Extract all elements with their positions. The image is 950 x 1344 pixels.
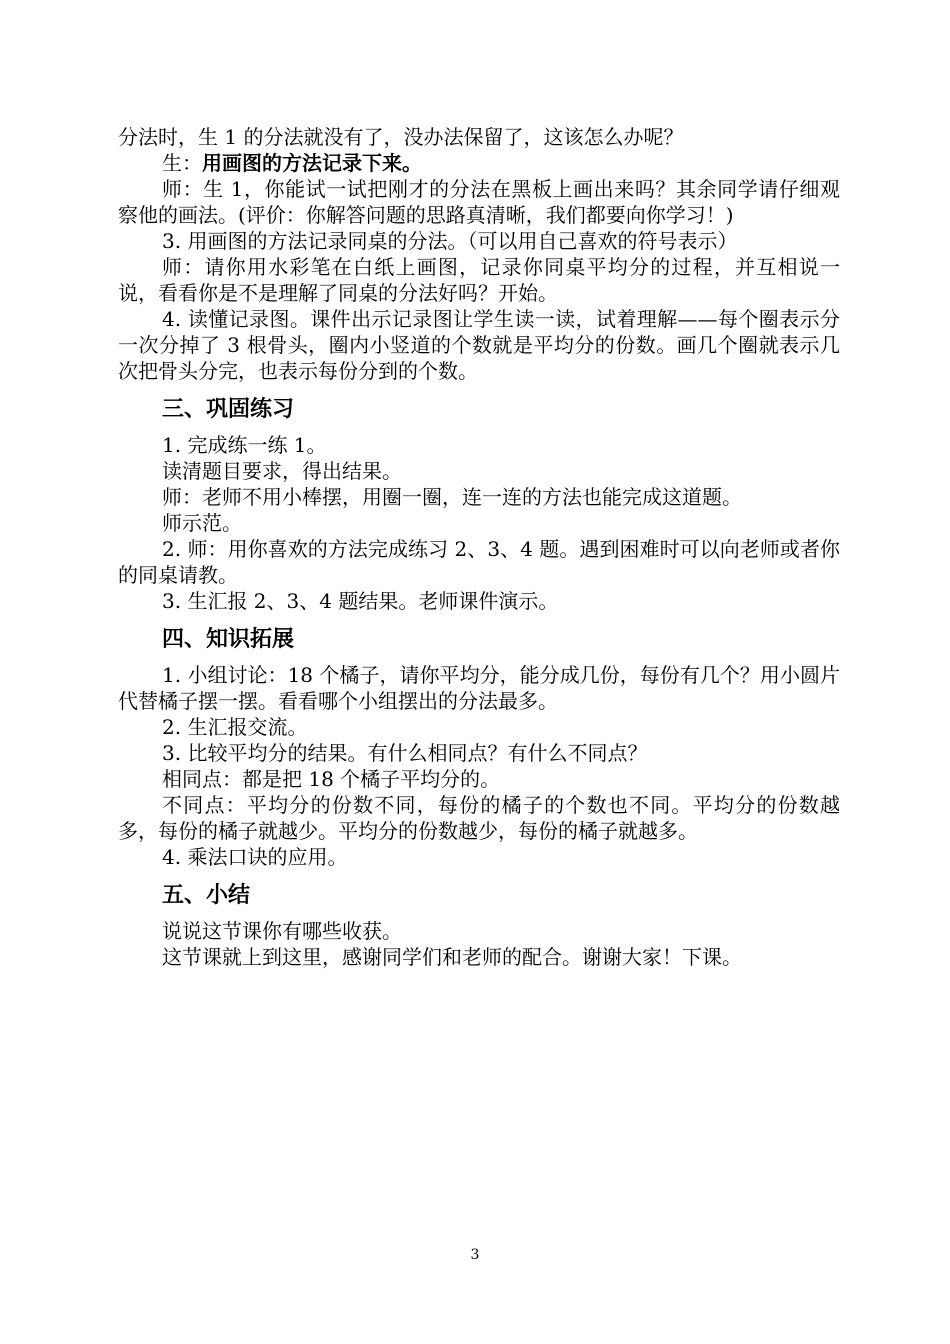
paragraph: 说说这节课你有哪些收获。 bbox=[162, 919, 402, 943]
paragraph: 分法时，生 1 的分法就没有了，没办法保留了，这该怎么办呢？ bbox=[118, 125, 684, 149]
paragraph: 这节课就上到这里，感谢同学们和老师的配合。谢谢大家！下课。 bbox=[162, 945, 742, 969]
paragraph: 不同点：平均分的份数不同，每份的橘子的个数也不同。平均分的份数越多，每份的橘子就越少。平均分的份数越少，每份的橘子就越多。 bbox=[118, 793, 840, 843]
paragraph: 3. 生汇报 2、3、4 题结果。老师课件演示。 bbox=[162, 589, 559, 613]
paragraph: 3. 用画图的方法记录同桌的分法。（可以用自己喜欢的符号表示） bbox=[162, 229, 738, 253]
paragraph-student-answer bbox=[118, 150, 840, 176]
section-heading-summary: 五、小结 bbox=[162, 882, 251, 908]
paragraph: 2. 师：用你喜欢的方法完成练习 2、3、4 题。遇到困难时可以向老师或者你的同桌请教。 bbox=[118, 537, 840, 587]
document-body bbox=[118, 124, 840, 970]
paragraph: 2. 生汇报交流。 bbox=[162, 715, 308, 739]
section-heading-consolidation: 三、巩固练习 bbox=[162, 396, 295, 422]
bold-answer: 用画图的方法记录下来。 bbox=[202, 151, 422, 175]
paragraph: 4. 读懂记录图。课件出示记录图让学生读一读，试着理解——每个圈表示分一次分掉了 3 根骨头，圈内小竖道的个数就是平均分的份数。画几个圈就表示几次把骨头分完，也表示每份分到的个数。 bbox=[118, 307, 840, 383]
paragraph: 1. 小组讨论：18 个橘子，请你平均分，能分成几份，每份有几个？用小圆片代替橘子摆一摆。看看哪个小组摆出的分法最多。 bbox=[118, 663, 840, 713]
paragraph: 1. 完成练一练 1。 bbox=[162, 433, 327, 457]
paragraph: 读清题目要求，得出结果。 bbox=[162, 459, 402, 483]
paragraph: 3. 比较平均分的结果。有什么相同点？有什么不同点？ bbox=[162, 741, 648, 765]
paragraph: 师：生 1，你能试一试把刚才的分法在黑板上画出来吗？其余同学请仔细观察他的画法。(评价：你解答问题的思路真清晰，我们都要向你学习！) bbox=[118, 177, 840, 227]
paragraph: 4. 乘法口诀的应用。 bbox=[162, 845, 348, 869]
paragraph: 师示范。 bbox=[162, 511, 242, 535]
section-heading-extension: 四、知识拓展 bbox=[162, 626, 295, 652]
paragraph: 相同点：都是把 18 个橘子平均分的。 bbox=[162, 767, 501, 791]
paragraph: 师：老师不用小棒摆，用圈一圈，连一连的方法也能完成这道题。 bbox=[162, 485, 742, 509]
paragraph: 师：请你用水彩笔在白纸上画图，记录你同桌平均分的过程，并互相说一说，看看你是不是理解了同桌的分法好吗？开始。 bbox=[118, 255, 840, 305]
page-number: 3 bbox=[470, 1247, 480, 1263]
student-prefix: 生： bbox=[162, 151, 202, 175]
